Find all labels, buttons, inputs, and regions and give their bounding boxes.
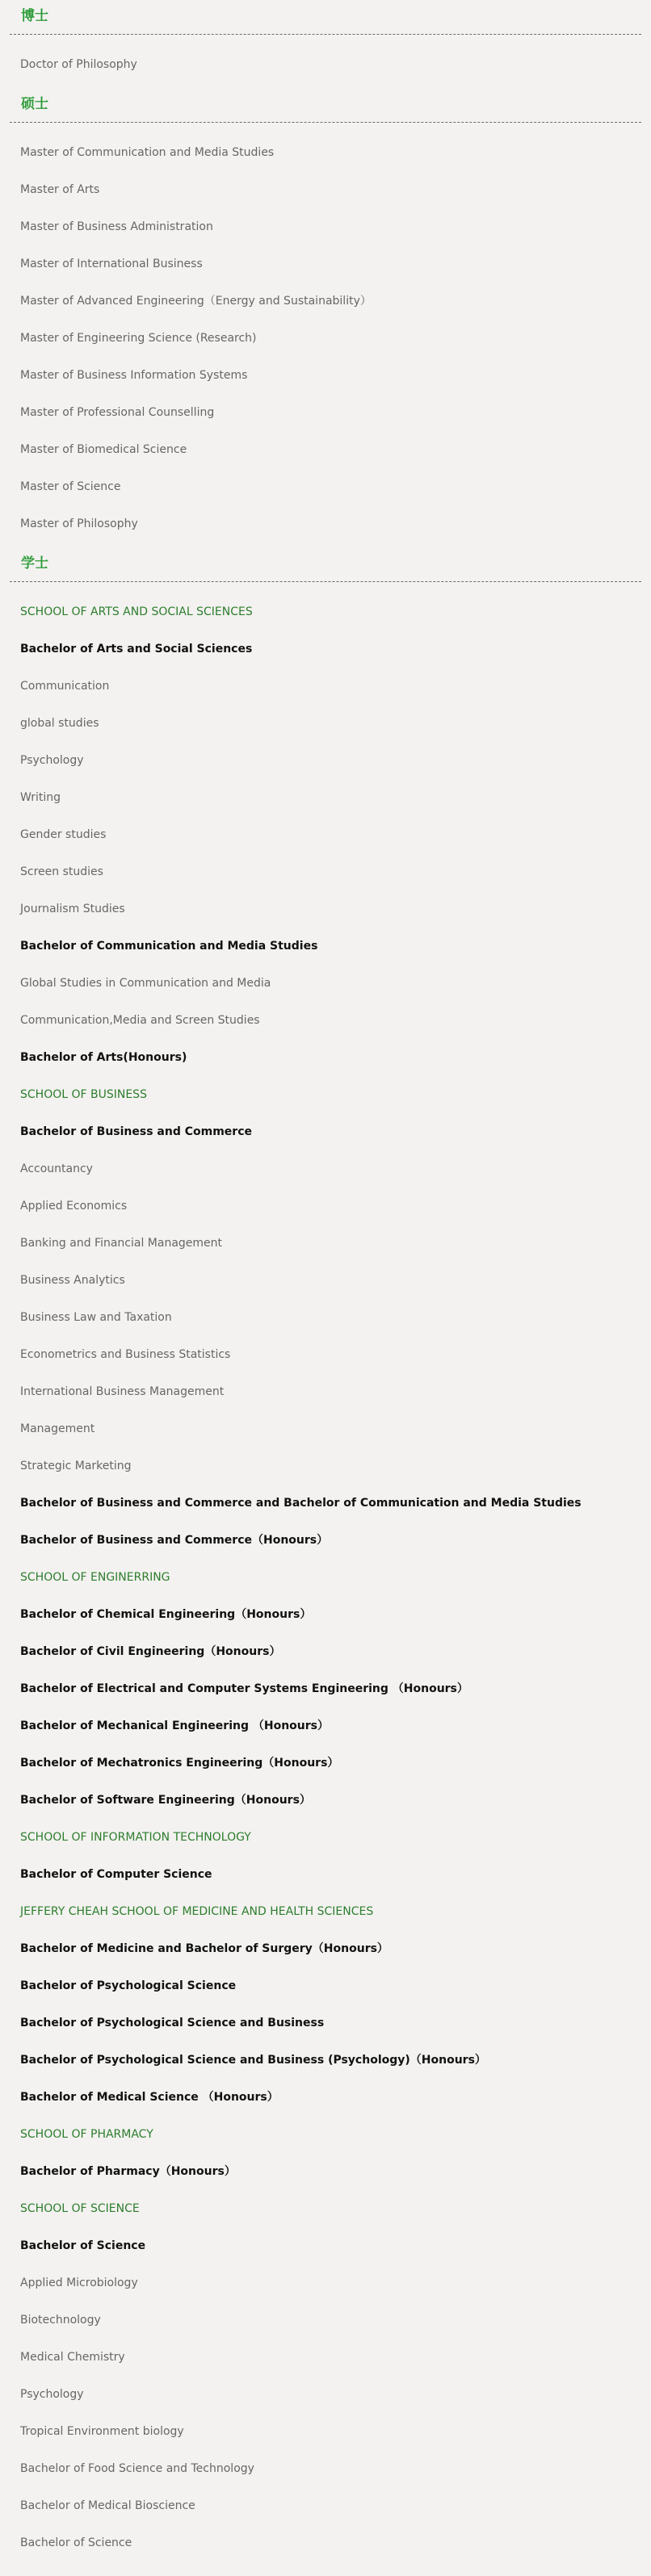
list-item: Master of Arts bbox=[20, 183, 100, 196]
school-heading: SCHOOL OF SCIENCE bbox=[20, 2202, 140, 2215]
list-item: International Business Management bbox=[20, 1385, 225, 1398]
section-title: 硕士 bbox=[21, 96, 48, 112]
list-item: Journalism Studies bbox=[20, 903, 125, 915]
list-item: Screen studies bbox=[20, 865, 103, 878]
school-heading: SCHOOL OF ENGINERRING bbox=[20, 1571, 170, 1584]
degree-item: Bachelor of Electrical and Computer Systems Engineering （Honours） bbox=[20, 1682, 468, 1695]
degree-item: Bachelor of Communication and Media Studies bbox=[20, 940, 318, 953]
bachelor-list bbox=[0, 593, 651, 2561]
list-item: Master of Communication and Media Studies bbox=[20, 146, 275, 159]
school-heading: JEFFERY CHEAH SCHOOL OF MEDICINE AND HEALTH SCIENCES bbox=[20, 1905, 374, 1918]
list-item: global studies bbox=[20, 717, 99, 730]
list-item: Banking and Financial Management bbox=[20, 1237, 223, 1250]
list-item: Bachelor of Science bbox=[20, 2536, 132, 2549]
degree-item: Bachelor of Psychological Science and Business bbox=[20, 2017, 325, 2029]
list-item: Master of International Business bbox=[20, 258, 203, 270]
list-item: Accountancy bbox=[20, 1162, 93, 1175]
school-heading: SCHOOL OF PHARMACY bbox=[20, 2128, 153, 2141]
degree-item: Bachelor of Psychological Science bbox=[20, 1979, 237, 1992]
degree-item: Bachelor of Mechatronics Engineering（Honours） bbox=[20, 1757, 339, 1770]
list-item: Econometrics and Business Statistics bbox=[20, 1348, 231, 1361]
degree-item: Bachelor of Arts(Honours) bbox=[20, 1051, 187, 1064]
degree-item: Bachelor of Business and Commerce（Honours） bbox=[20, 1534, 329, 1547]
list-item: Doctor of Philosophy bbox=[20, 58, 137, 71]
list-item: Biotechnology bbox=[20, 2314, 101, 2327]
degree-item: Bachelor of Mechanical Engineering （Honours） bbox=[20, 1719, 329, 1732]
degree-item: Bachelor of Software Engineering（Honours） bbox=[20, 1794, 311, 1807]
degree-item: Bachelor of Psychological Science and Business (Psychology)（Honours） bbox=[20, 2054, 486, 2067]
degree-item: Bachelor of Chemical Engineering（Honours） bbox=[20, 1608, 312, 1621]
list-item: Master of Science bbox=[20, 480, 121, 493]
section-header-bachelors bbox=[10, 547, 641, 582]
list-item: Psychology bbox=[20, 754, 84, 767]
school-heading: SCHOOL OF BUSINESS bbox=[20, 1088, 147, 1101]
school-heading: SCHOOL OF INFORMATION TECHNOLOGY bbox=[20, 1831, 251, 1844]
list-item: Bachelor of Medical Bioscience bbox=[20, 2499, 195, 2512]
school-heading: SCHOOL OF ARTS AND SOCIAL SCIENCES bbox=[20, 605, 253, 618]
degree-item: Bachelor of Computer Science bbox=[20, 1868, 212, 1881]
list-item: Global Studies in Communication and Media bbox=[20, 977, 271, 990]
degree-item: Bachelor of Medicine and Bachelor of Surgery（Honours） bbox=[20, 1942, 388, 1955]
degree-item: Bachelor of Business and Commerce bbox=[20, 1125, 252, 1138]
list-item: Management bbox=[20, 1422, 95, 1435]
list-item: Psychology bbox=[20, 2388, 84, 2401]
list-item: Business Analytics bbox=[20, 1274, 125, 1287]
list-item: Business Law and Taxation bbox=[20, 1311, 172, 1324]
section-header-masters bbox=[10, 88, 641, 123]
section-title: 博士 bbox=[21, 8, 48, 24]
degree-item: Bachelor of Business and Commerce and Bachelor of Communication and Media Studies bbox=[20, 1497, 582, 1510]
degree-item: Bachelor of Arts and Social Sciences bbox=[20, 643, 253, 656]
list-item: Master of Business Administration bbox=[20, 220, 213, 233]
list-item: Communication,Media and Screen Studies bbox=[20, 1014, 260, 1027]
list-item: Applied Microbiology bbox=[20, 2277, 138, 2289]
list-item: Applied Economics bbox=[20, 1200, 128, 1213]
list-item: Strategic Marketing bbox=[20, 1460, 132, 1472]
list-item: Master of Philosophy bbox=[20, 517, 138, 530]
list-item: Master of Professional Counselling bbox=[20, 406, 215, 419]
list-item: Bachelor of Food Science and Technology bbox=[20, 2462, 254, 2475]
list-item: Master of Biomedical Science bbox=[20, 443, 187, 456]
list-item: Master of Engineering Science (Research) bbox=[20, 332, 257, 345]
list-item: Gender studies bbox=[20, 828, 107, 841]
section-title: 学士 bbox=[21, 555, 48, 572]
degree-item: Bachelor of Medical Science （Honours） bbox=[20, 2091, 279, 2104]
list-item: Writing bbox=[20, 791, 61, 804]
list-item: Tropical Environment biology bbox=[20, 2425, 184, 2438]
list-item: Medical Chemistry bbox=[20, 2351, 125, 2364]
section-header-phd bbox=[10, 0, 641, 35]
degree-item: Bachelor of Civil Engineering（Honours） bbox=[20, 1645, 281, 1658]
degree-item: Bachelor of Science bbox=[20, 2239, 146, 2252]
list-item: Master of Advanced Engineering（Energy and Sustainability） bbox=[20, 295, 372, 308]
degree-item: Bachelor of Pharmacy（Honours） bbox=[20, 2165, 236, 2178]
list-item: Master of Business Information Systems bbox=[20, 369, 248, 382]
list-item: Communication bbox=[20, 680, 110, 693]
